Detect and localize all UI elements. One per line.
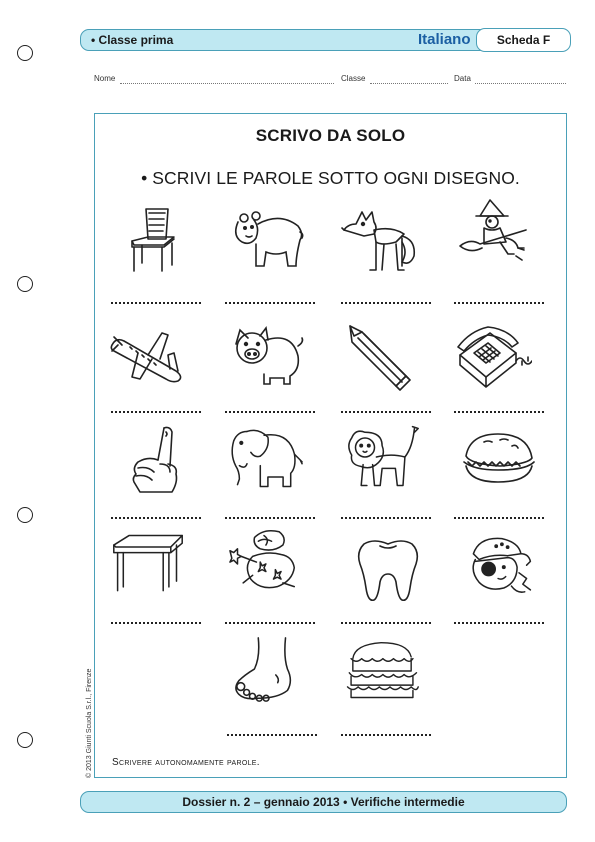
class-label: Classe (341, 74, 366, 83)
answer-line[interactable] (454, 622, 544, 624)
date-label: Data (454, 74, 471, 83)
class-field[interactable] (370, 83, 448, 84)
answer-line[interactable] (111, 622, 201, 624)
elephant-icon (228, 424, 304, 494)
teacher-note: Scrivere autonomamente parole. (112, 757, 260, 768)
answer-line[interactable] (454, 517, 544, 519)
answer-line[interactable] (341, 622, 431, 624)
wolf-icon (340, 208, 416, 278)
foot-icon (230, 636, 306, 706)
finger-icon (120, 424, 196, 494)
answer-line[interactable] (111, 411, 201, 413)
answer-line[interactable] (227, 734, 317, 736)
pig-icon (230, 322, 306, 392)
airplane-icon (108, 325, 184, 395)
instruction: • SCRIVI LE PAROLE SOTTO OGNI DISEGNO. (141, 168, 520, 188)
answer-line[interactable] (225, 517, 315, 519)
tooth-icon (350, 536, 426, 606)
answer-line[interactable] (225, 411, 315, 413)
sandwich-icon (460, 430, 536, 500)
answer-line[interactable] (111, 302, 201, 304)
answer-line[interactable] (454, 302, 544, 304)
telephone-icon (456, 325, 532, 395)
pencil-icon (344, 322, 420, 392)
answer-line[interactable] (341, 734, 431, 736)
pirate-icon (462, 534, 538, 604)
page-title: SCRIVO DA SOLO (255, 126, 406, 145)
subject-label: Italiano (418, 31, 471, 48)
footer-bar: Dossier n. 2 – gennaio 2013 • Verifiche intermedie (80, 791, 567, 813)
binder-hole (17, 507, 33, 523)
class-level: • Classe prima (91, 33, 174, 47)
answer-line[interactable] (225, 302, 315, 304)
date-field[interactable] (475, 83, 566, 84)
answer-line[interactable] (454, 411, 544, 413)
answer-line[interactable] (225, 622, 315, 624)
name-label: Nome (94, 74, 116, 83)
bear-icon (230, 210, 306, 280)
binder-hole (17, 45, 33, 61)
binder-hole (17, 276, 33, 292)
witch-icon (456, 198, 532, 268)
name-field[interactable] (120, 83, 334, 84)
cake-icon (344, 636, 420, 706)
answer-line[interactable] (341, 302, 431, 304)
answer-line[interactable] (341, 517, 431, 519)
fairy-icon (226, 528, 302, 598)
chair-icon (118, 205, 194, 275)
table-icon (110, 530, 186, 600)
copyright: © 2013 Giunti Scuola S.r.l., Firenze (86, 668, 93, 778)
sheet-tab: Scheda F (476, 28, 571, 52)
answer-line[interactable] (341, 411, 431, 413)
binder-hole (17, 732, 33, 748)
lion-icon (346, 422, 422, 492)
answer-line[interactable] (111, 517, 201, 519)
header-bar (80, 29, 567, 51)
